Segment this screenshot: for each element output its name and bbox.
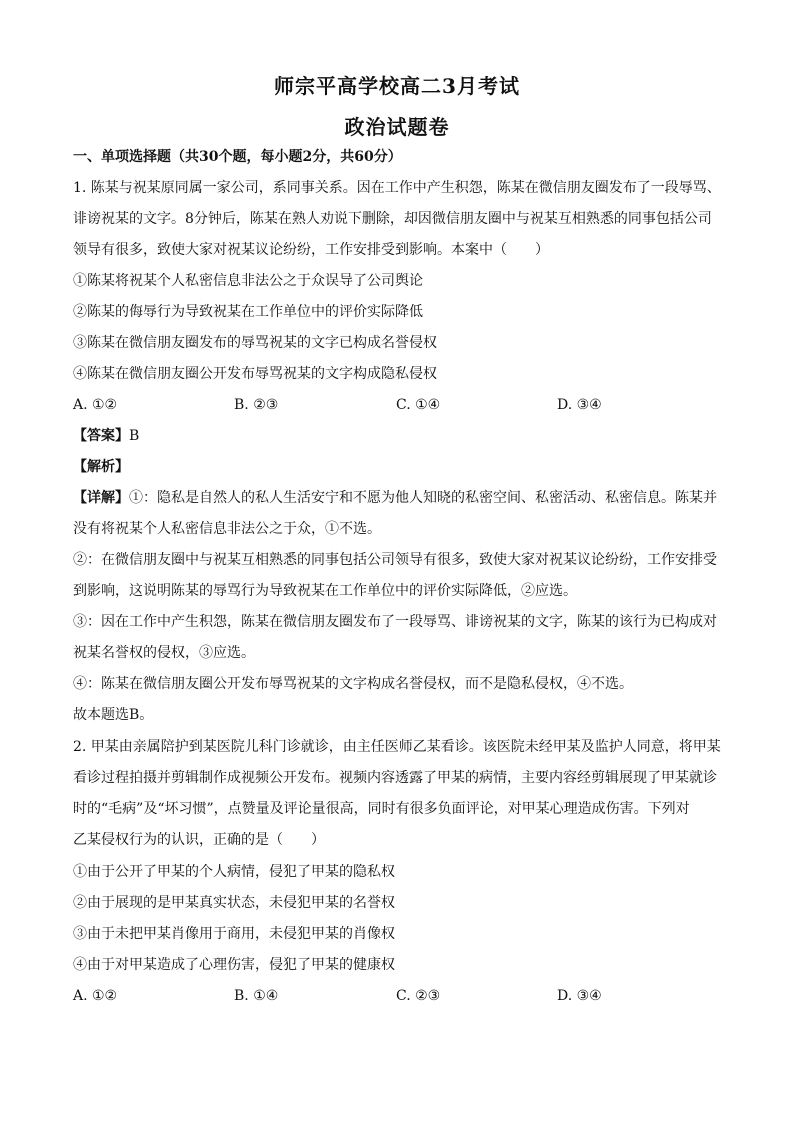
exam-title: 师宗平高学校高二3月考试 [274,74,520,98]
q2-stem-line: 2. 甲某由亲属陪护到某医院儿科门诊就诊，由主任医师乙某看诊。该医院未经甲某及监护人同意，将甲某 [73,739,721,755]
detail-tag: 【详解】 [73,490,129,506]
q1-conclusion: 故本题选B。 [73,707,154,723]
q1-detail-line: 到影响，这说明陈某的辱骂行为导致祝某在工作单位中的评价实际降低，②应选。 [73,583,577,599]
q2-stem-line: 看诊过程拍摄并剪辑制作成视频公开发布。视频内容透露了甲某的病情，主要内容经剪辑展现了甲某就诊 [73,770,717,786]
q1-statement: ④陈某在微信朋友圈公开发布辱骂祝某的文字构成隐私侵权 [73,366,437,382]
answer-tag: 【答案】 [73,428,129,444]
q1-detail-line: ③：因在工作中产生积怨，陈某在微信朋友圈发布了一段辱骂、诽谤祝某的文字，陈某的该行为已构成对 [73,614,717,630]
q1-option-c: C. ①④ [396,397,441,413]
q1-detail-line: 没有将祝某个人私密信息非法公之于众，①不选。 [73,521,381,537]
q1-stem-line: 领导有很多，致使大家对祝某议论纷纷，工作安排受到影响。本案中（ ） [73,242,549,258]
q2-stem-line: 乙某侵权行为的认识，正确的是（ ） [73,832,325,848]
q2-option-a: A. ①② [73,988,118,1004]
q2-option-d: D. ③④ [557,988,602,1004]
detail-text: ①：隐私是自然人的私人生活安宁和不愿为他人知晓的私密空间、私密活动、私密信息。陈某并 [129,490,717,506]
q2-option-b: B. ①④ [234,988,279,1004]
q1-option-a: A. ①② [73,397,118,413]
exam-subtitle: 政治试题卷 [344,115,450,139]
q2-statement: ②由于展现的是甲某真实状态，未侵犯甲某的名誉权 [73,895,395,911]
q1-option-d: D. ③④ [557,397,602,413]
q2-statement: ①由于公开了甲某的个人病情，侵犯了甲某的隐私权 [73,864,395,880]
analysis-tag: 【解析】 [73,459,129,475]
q1-answer [73,426,733,446]
q1-analysis [73,457,733,477]
q1-detail-line: ②：在微信朋友圈中与祝某互相熟悉的同事包括公司领导有很多，致使大家对祝某议论纷纷，工作安排受 [73,552,717,568]
q2-statement: ③由于未把甲某肖像用于商用，未侵犯甲某的肖像权 [73,926,395,942]
q1-detail-line: 祝某名誉权的侵权，③应选。 [73,645,255,661]
q1-detail-line: ④：陈某在微信朋友圈公开发布辱骂祝某的文字构成名誉侵权，而不是隐私侵权，④不选。 [73,676,633,692]
q1-detail-line [73,488,733,508]
q2-option-c: C. ②③ [396,988,441,1004]
q1-statement: ②陈某的侮辱行为导致祝某在工作单位中的评价实际降低 [73,304,423,320]
q2-stem-line: 时的“毛病”及“坏习惯”，点赞量及评论量很高，同时有很多负面评论，对甲某心理造成伤害。下列对 [73,801,690,817]
q2-statement: ④由于对甲某造成了心理伤害，侵犯了甲某的健康权 [73,957,395,973]
q1-statement: ①陈某将祝某个人私密信息非法公之于众误导了公司舆论 [73,273,423,289]
answer-value: B [129,428,140,444]
q1-option-b: B. ②③ [234,397,279,413]
q1-stem-line: 诽谤祝某的文字。8分钟后，陈某在熟人劝说下删除，却因微信朋友圈中与祝某互相熟悉的同事包括公司 [73,211,712,227]
q1-stem-line: 1. 陈某与祝某原同属一家公司，系同事关系。因在工作中产生积怨，陈某在微信朋友圈发布了一段辱骂、 [73,180,721,196]
section-heading: 一、单项选择题（共30个题，每小题2分，共60分） [73,149,402,165]
q1-statement: ③陈某在微信朋友圈发布的辱骂祝某的文字已构成名誉侵权 [73,335,437,351]
